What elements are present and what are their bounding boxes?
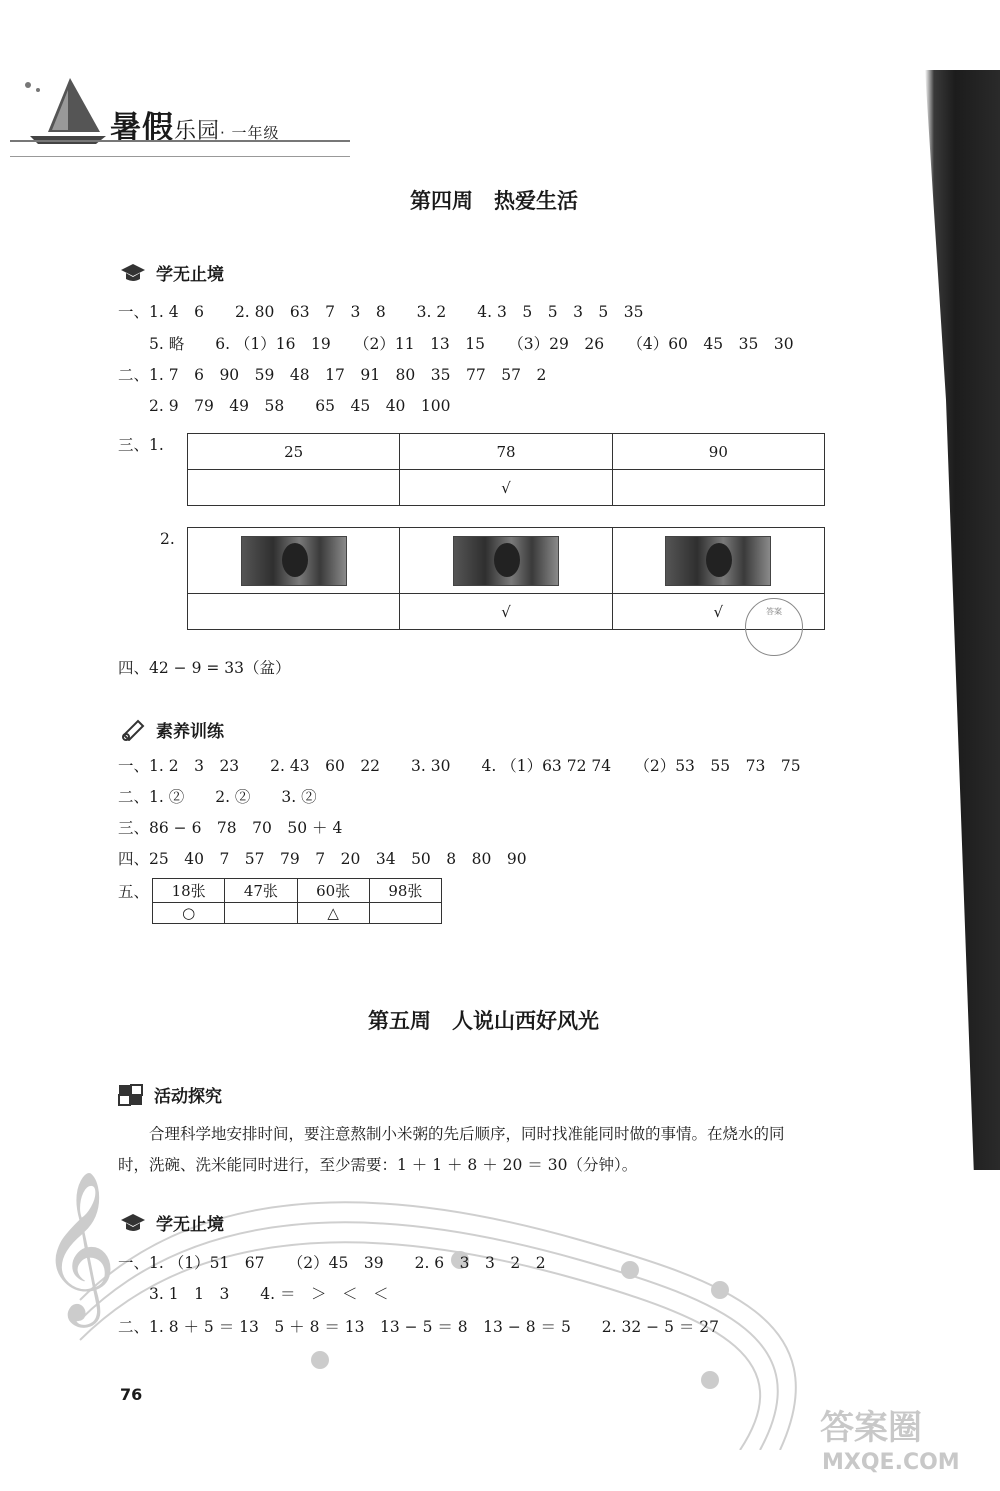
scroll-pen-icon	[120, 719, 146, 741]
answer-line: 四、25 40 7 57 79 7 20 34 50 8 80 90	[118, 850, 527, 868]
q5-table	[152, 878, 442, 924]
banknote-image	[665, 536, 771, 586]
graduation-cap-icon	[120, 1212, 146, 1234]
table-cell: √	[400, 594, 612, 630]
answer-line: 时，洗碗、洗米能同时进行，至少需要：1 ＋ 1 ＋ 8 ＋ 20 ＝ 30（分钟）。	[118, 1156, 638, 1174]
table-cell	[612, 470, 824, 506]
table-cell	[225, 903, 297, 924]
header-title-main: 暑假	[110, 110, 174, 146]
answer-line: 一、1. 4 6 2. 80 63 7 3 8 3. 2 4. 3 5 5 3 5 35	[118, 303, 644, 321]
answer-line: 二、1. 7 6 90 59 48 17 91 80 35 77 57 2	[118, 366, 547, 384]
answer-line: 合理科学地安排时间，要注意熬制小米粥的先后顺序，同时找准能同时做的事情。在烧水的同	[118, 1125, 785, 1143]
week5-sec1-heading: 活动探究	[118, 1082, 222, 1107]
table-cell: 18张	[153, 879, 225, 903]
table-cell: √	[612, 594, 824, 630]
table-cell: 60张	[297, 879, 369, 903]
banknote-image	[453, 536, 559, 586]
watermark-url: MXQE.COM	[822, 1450, 960, 1475]
table-cell: √	[400, 470, 612, 506]
sailboat-logo	[10, 70, 110, 150]
table-cell: 90	[612, 434, 824, 470]
week5-sec2-heading: 学无止境	[120, 1210, 224, 1235]
table-cell: ○	[153, 903, 225, 924]
table-cell	[188, 594, 400, 630]
table-cell: 25	[188, 434, 400, 470]
page-number: 76	[120, 1385, 143, 1404]
answer-line: 2. 9 79 49 58 65 45 40 100	[118, 397, 451, 415]
header-title-sub: 乐园	[174, 119, 221, 144]
answer-line: 5. 略 6. （1）16 19 （2）11 13 15 （3）29 26 （4）60 45 35 30	[118, 335, 794, 353]
puzzle-icon	[118, 1084, 144, 1106]
answer-line: 一、1. 2 3 23 2. 43 60 22 3. 30 4. （1）63 72 74 （2）53 55 73 75	[118, 757, 801, 775]
q3-table	[187, 433, 825, 506]
table-cell: 47张	[225, 879, 297, 903]
answer-line: 二、1. ② 2. ② 3. ②	[118, 788, 317, 806]
page-binding-shadow	[925, 70, 1000, 1170]
week4-sec2-heading: 素养训练	[120, 717, 224, 742]
table-cell: 78	[400, 434, 612, 470]
week4-sec1-heading: 学无止境	[120, 260, 224, 285]
q5-label: 五、	[118, 883, 150, 901]
q3-2-table	[187, 527, 825, 630]
answer-line: 3. 1 1 3 4. ＝ ＞ ＜ ＜	[118, 1285, 389, 1303]
answer-line: 四、42 − 9 = 33（盆）	[118, 659, 291, 677]
week4-title: 第四周 热爱生活	[410, 189, 578, 213]
q3-2-label: 2.	[160, 530, 175, 548]
header-grade: · 一年级	[220, 124, 280, 142]
watermark-logo: 答案圈	[820, 1408, 922, 1448]
table-cell	[369, 903, 441, 924]
table-cell: △	[297, 903, 369, 924]
graduation-cap-icon	[120, 262, 146, 284]
week5-title: 第五周 人说山西好风光	[368, 1009, 599, 1033]
header-rule	[10, 140, 350, 157]
table-cell	[188, 470, 400, 506]
stamp: 答案	[745, 598, 803, 656]
answer-line: 一、1. （1）51 67 （2）45 39 2. 6 3 3 2 2	[118, 1254, 546, 1272]
svg-text:𝄞: 𝄞	[40, 1169, 117, 1321]
banknote-image	[241, 536, 347, 586]
answer-line: 二、1. 8 ＋ 5 ＝ 13 5 ＋ 8 ＝ 13 13 − 5 ＝ 8 13 − 8 ＝ 5 2. 32 − 5 ＝ 27	[118, 1318, 720, 1336]
table-cell: 98张	[369, 879, 441, 903]
q3-label: 三、1.	[118, 436, 164, 454]
answer-line: 三、86 − 6 78 70 50 ＋ 4	[118, 819, 343, 837]
